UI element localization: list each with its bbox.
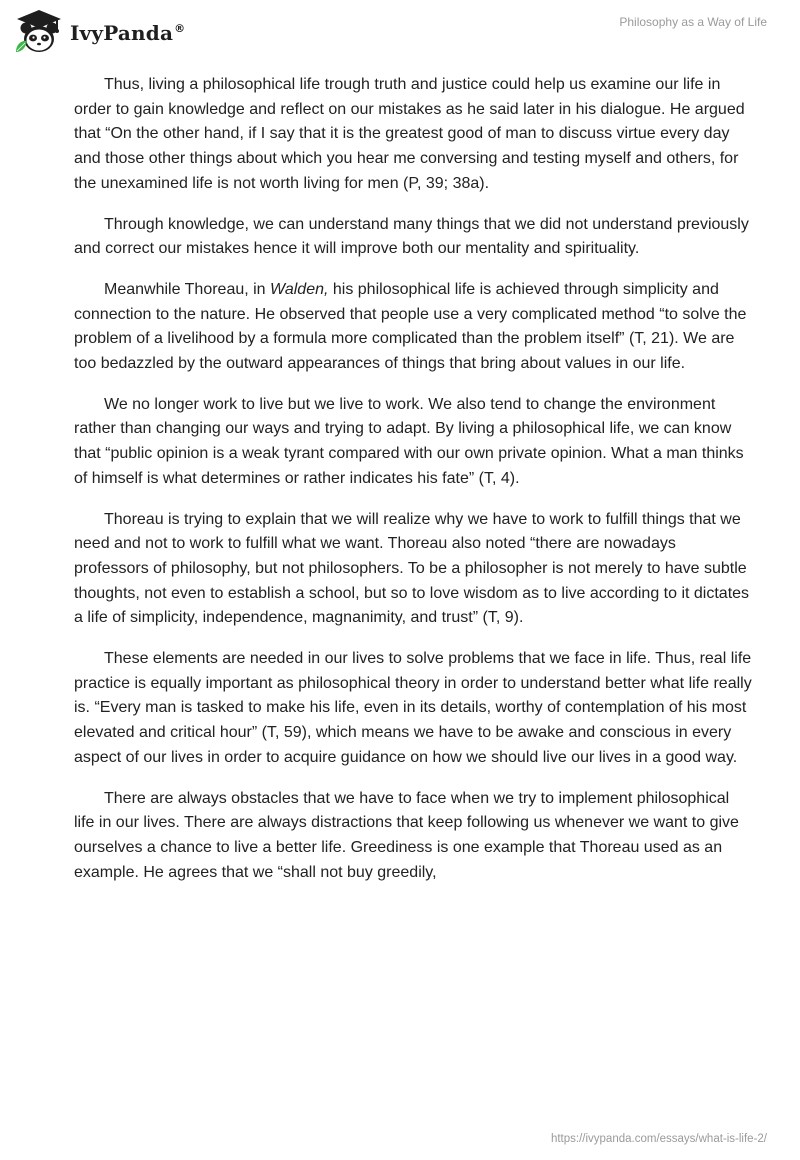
paragraph: There are always obstacles that we have to face when we try to implement philosophical life in our lives. There are always distractions that keep following us whenever we want to give ourselves a chance to live a better life. Greediness is one example that Thoreau used as an example. He agrees that we “shall not buy greedily, [74, 789, 739, 881]
paragraph-text: Meanwhile Thoreau, in [104, 280, 271, 298]
source-url[interactable]: https://ivypanda.com/essays/what-is-life-2/ [550, 1133, 767, 1145]
paragraph [74, 278, 754, 377]
book-title: Walden, [270, 280, 329, 298]
brand-name: IvyPanda® [70, 21, 186, 45]
paragraph-text: his philosophical life is achieved through simplicity and connection to the nature. He observed that people use a very complicated method “to solve the problem of a livelihood by a formula more complicated than the problem itself” (T, 21). We are too bedazzled by the outward appearances of things that bring about values in our life. [74, 280, 747, 373]
panda-graduate-icon [14, 8, 64, 56]
paragraph: Thus, living a philosophical life trough truth and justice could help us examine our life in order to gain knowledge and reflect on our mistakes as he said later in his dialogue. He argued that “On the other hand, if I say that it is the greatest good of man to discuss virtue every day and those other things about which you hear me conversing and testing myself and others, for the unexamined life is not worth living for men (P, 39; 38a). [74, 76, 745, 192]
paragraph: Thoreau is trying to explain that we will realize why we have to work to fulfill things that we need and not to work to fulfill what we want. Thoreau also noted “there are nowadays professors of philosophy, but not philosophers. To be a philosopher is not merely to have subtle thoughts, not even to establish a school, but so to love wisdom as to live according to it dictates a life of simplicity, independence, magnanimity, and trust” (T, 9). [74, 510, 750, 627]
document-title: Philosophy as a Way of Life [619, 15, 767, 29]
essay-body [74, 73, 754, 901]
paragraph: These elements are needed in our lives to solve problems that we face in life. Thus, real life practice is equally important as philosophical theory in order to understand better what life really is. “Every man is tasked to make his life, even in its details, worthy of contemplation of his most elevated and critical hour” (T, 59), which means we have to be awake and conscious in every aspect of our lives in order to acquire guidance on how we should live our lives in a good way. [74, 650, 752, 766]
registered-mark: ® [174, 22, 186, 36]
paragraph: We no longer work to live but we live to work. We also tend to change the environment rather than changing our ways and trying to adapt. By living a philosophical life, we can know that “public opinion is a weak tyrant compared with our own private opinion. What a man thinks of himself is what determines or rather indicates his fate” (T, 4). [74, 395, 744, 487]
page-header [0, 0, 800, 60]
paragraph: Through knowledge, we can understand many things that we did not understand previously and correct our mistakes hence it will improve both our mentality and spirituality. [74, 215, 749, 258]
ivypanda-logo[interactable] [14, 8, 185, 56]
